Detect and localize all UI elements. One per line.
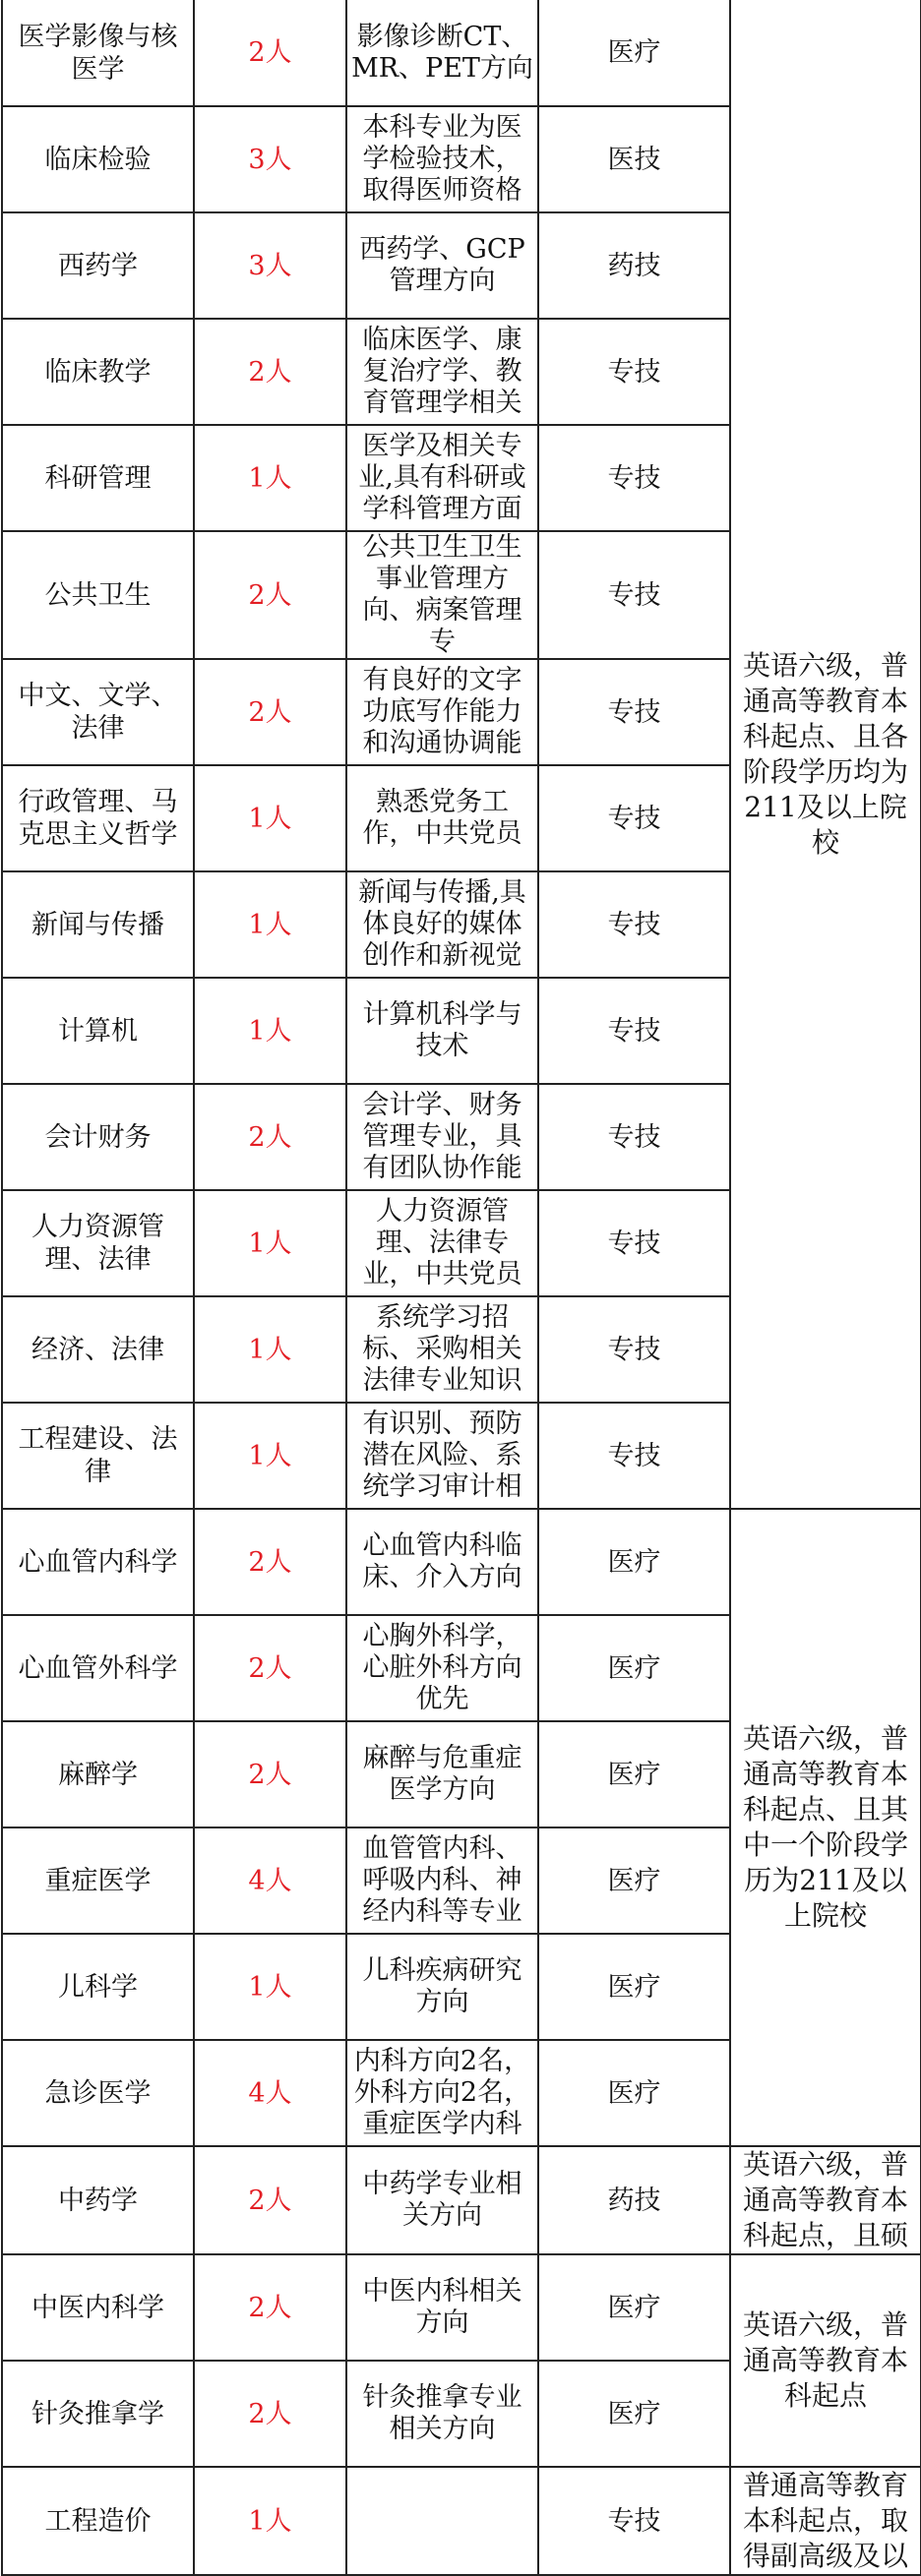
count-cell: 2人 xyxy=(194,2254,346,2361)
category-cell: 专技 xyxy=(538,319,730,425)
count-cell: 2人 xyxy=(194,319,346,425)
requirement-cell-group4: 英语六级，普通高等教育本科起点 xyxy=(730,2254,921,2467)
major-cell: 中药学 xyxy=(2,2146,194,2254)
direction-cell: 公共卫生卫生事业管理方向、病案管理专 xyxy=(346,531,538,659)
direction-cell: 临床医学、康复治疗学、教育管理学相关 xyxy=(346,319,538,425)
count-cell: 2人 xyxy=(194,2146,346,2254)
direction-cell: 心血管内科临床、介入方向 xyxy=(346,1509,538,1615)
count-cell: 4人 xyxy=(194,1827,346,1934)
table-row xyxy=(2,2254,921,2361)
major-cell: 临床检验 xyxy=(2,106,194,212)
count-cell: 2人 xyxy=(194,531,346,659)
count-cell: 2人 xyxy=(194,1615,346,1721)
direction-cell: 计算机科学与技术 xyxy=(346,978,538,1084)
requirement-cell-group3: 英语六级，普通高等教育本科起点，且硕 xyxy=(730,2146,921,2254)
category-cell: 专技 xyxy=(538,531,730,659)
category-cell: 医疗 xyxy=(538,0,730,106)
direction-cell: 人力资源管理、法律专业，中共党员 xyxy=(346,1190,538,1296)
table-row xyxy=(2,1509,921,1615)
category-cell: 医疗 xyxy=(538,1721,730,1827)
direction-cell: 中医内科相关方向 xyxy=(346,2254,538,2361)
direction-cell: 针灸推拿专业相关方向 xyxy=(346,2361,538,2467)
category-cell: 药技 xyxy=(538,2146,730,2254)
category-cell: 专技 xyxy=(538,871,730,978)
major-cell: 中医内科学 xyxy=(2,2254,194,2361)
count-cell: 2人 xyxy=(194,1721,346,1827)
count-cell: 2人 xyxy=(194,0,346,106)
category-cell: 专技 xyxy=(538,2467,730,2575)
direction-cell: 新闻与传播,具体良好的媒体创作和新视觉 xyxy=(346,871,538,978)
category-cell: 医疗 xyxy=(538,2040,730,2146)
direction-cell: 血管管内科、呼吸内科、神经内科等专业 xyxy=(346,1827,538,1934)
recruitment-table xyxy=(1,0,921,2576)
category-cell: 专技 xyxy=(538,765,730,871)
count-cell: 1人 xyxy=(194,871,346,978)
major-cell: 针灸推拿学 xyxy=(2,2361,194,2467)
direction-cell: 熟悉党务工作，中共党员 xyxy=(346,765,538,871)
major-cell: 重症医学 xyxy=(2,1827,194,1934)
direction-cell: 影像诊断CT、MR、PET方向 xyxy=(346,0,538,106)
category-cell: 医疗 xyxy=(538,2361,730,2467)
major-cell: 新闻与传播 xyxy=(2,871,194,978)
direction-cell: 中药学专业相关方向 xyxy=(346,2146,538,2254)
count-cell: 3人 xyxy=(194,106,346,212)
category-cell: 专技 xyxy=(538,978,730,1084)
count-cell: 1人 xyxy=(194,978,346,1084)
category-cell: 专技 xyxy=(538,659,730,765)
category-cell: 医疗 xyxy=(538,2254,730,2361)
count-cell: 1人 xyxy=(194,425,346,531)
major-cell: 会计财务 xyxy=(2,1084,194,1190)
category-cell: 医技 xyxy=(538,106,730,212)
category-cell: 药技 xyxy=(538,212,730,319)
count-cell: 1人 xyxy=(194,765,346,871)
category-cell: 医疗 xyxy=(538,1827,730,1934)
table-row xyxy=(2,2146,921,2254)
direction-cell: 会计学、财务管理专业，具有团队协作能 xyxy=(346,1084,538,1190)
table-row xyxy=(2,2467,921,2575)
count-cell: 4人 xyxy=(194,2040,346,2146)
direction-cell: 内科方向2名，外科方向2名，重症医学内科 xyxy=(346,2040,538,2146)
major-cell: 临床教学 xyxy=(2,319,194,425)
major-cell: 心血管外科学 xyxy=(2,1615,194,1721)
requirement-cell-group5: 普通高等教育本科起点，取得副高级及以 xyxy=(730,2467,921,2575)
category-cell: 医疗 xyxy=(538,1615,730,1721)
table-row xyxy=(2,0,921,106)
direction-cell xyxy=(346,2467,538,2575)
category-cell: 专技 xyxy=(538,1403,730,1509)
count-cell: 1人 xyxy=(194,1296,346,1403)
major-cell: 麻醉学 xyxy=(2,1721,194,1827)
requirement-cell-group1: 英语六级，普通高等教育本科起点、且各阶段学历均为211及以上院校 xyxy=(730,0,921,1509)
major-cell: 中文、文学、法律 xyxy=(2,659,194,765)
direction-cell: 本科专业为医学检验技术，取得医师资格 xyxy=(346,106,538,212)
direction-cell: 麻醉与危重症医学方向 xyxy=(346,1721,538,1827)
count-cell: 1人 xyxy=(194,1190,346,1296)
direction-cell: 心胸外科学，心脏外科方向优先 xyxy=(346,1615,538,1721)
major-cell: 计算机 xyxy=(2,978,194,1084)
count-cell: 2人 xyxy=(194,1084,346,1190)
major-cell: 经济、法律 xyxy=(2,1296,194,1403)
category-cell: 专技 xyxy=(538,1190,730,1296)
major-cell: 行政管理、马克思主义哲学 xyxy=(2,765,194,871)
major-cell: 儿科学 xyxy=(2,1934,194,2040)
direction-cell: 西药学、GCP管理方向 xyxy=(346,212,538,319)
requirement-cell-group2: 英语六级，普通高等教育本科起点、且其中一个阶段学历为211及以上院校 xyxy=(730,1509,921,2146)
major-cell: 医学影像与核医学 xyxy=(2,0,194,106)
major-cell: 心血管内科学 xyxy=(2,1509,194,1615)
count-cell: 3人 xyxy=(194,212,346,319)
direction-cell: 儿科疾病研究方向 xyxy=(346,1934,538,2040)
major-cell: 公共卫生 xyxy=(2,531,194,659)
count-cell: 2人 xyxy=(194,659,346,765)
count-cell: 1人 xyxy=(194,1934,346,2040)
category-cell: 专技 xyxy=(538,425,730,531)
major-cell: 西药学 xyxy=(2,212,194,319)
count-cell: 2人 xyxy=(194,2361,346,2467)
direction-cell: 有良好的文字功底写作能力和沟通协调能 xyxy=(346,659,538,765)
direction-cell: 系统学习招标、采购相关法律专业知识 xyxy=(346,1296,538,1403)
count-cell: 1人 xyxy=(194,1403,346,1509)
category-cell: 专技 xyxy=(538,1296,730,1403)
direction-cell: 有识别、预防潜在风险、系统学习审计相 xyxy=(346,1403,538,1509)
major-cell: 急诊医学 xyxy=(2,2040,194,2146)
major-cell: 工程造价 xyxy=(2,2467,194,2575)
major-cell: 科研管理 xyxy=(2,425,194,531)
count-cell: 1人 xyxy=(194,2467,346,2575)
major-cell: 人力资源管理、法律 xyxy=(2,1190,194,1296)
category-cell: 医疗 xyxy=(538,1509,730,1615)
direction-cell: 医学及相关专业,具有科研或学科管理方面 xyxy=(346,425,538,531)
category-cell: 专技 xyxy=(538,1084,730,1190)
count-cell: 2人 xyxy=(194,1509,346,1615)
major-cell: 工程建设、法律 xyxy=(2,1403,194,1509)
category-cell: 医疗 xyxy=(538,1934,730,2040)
